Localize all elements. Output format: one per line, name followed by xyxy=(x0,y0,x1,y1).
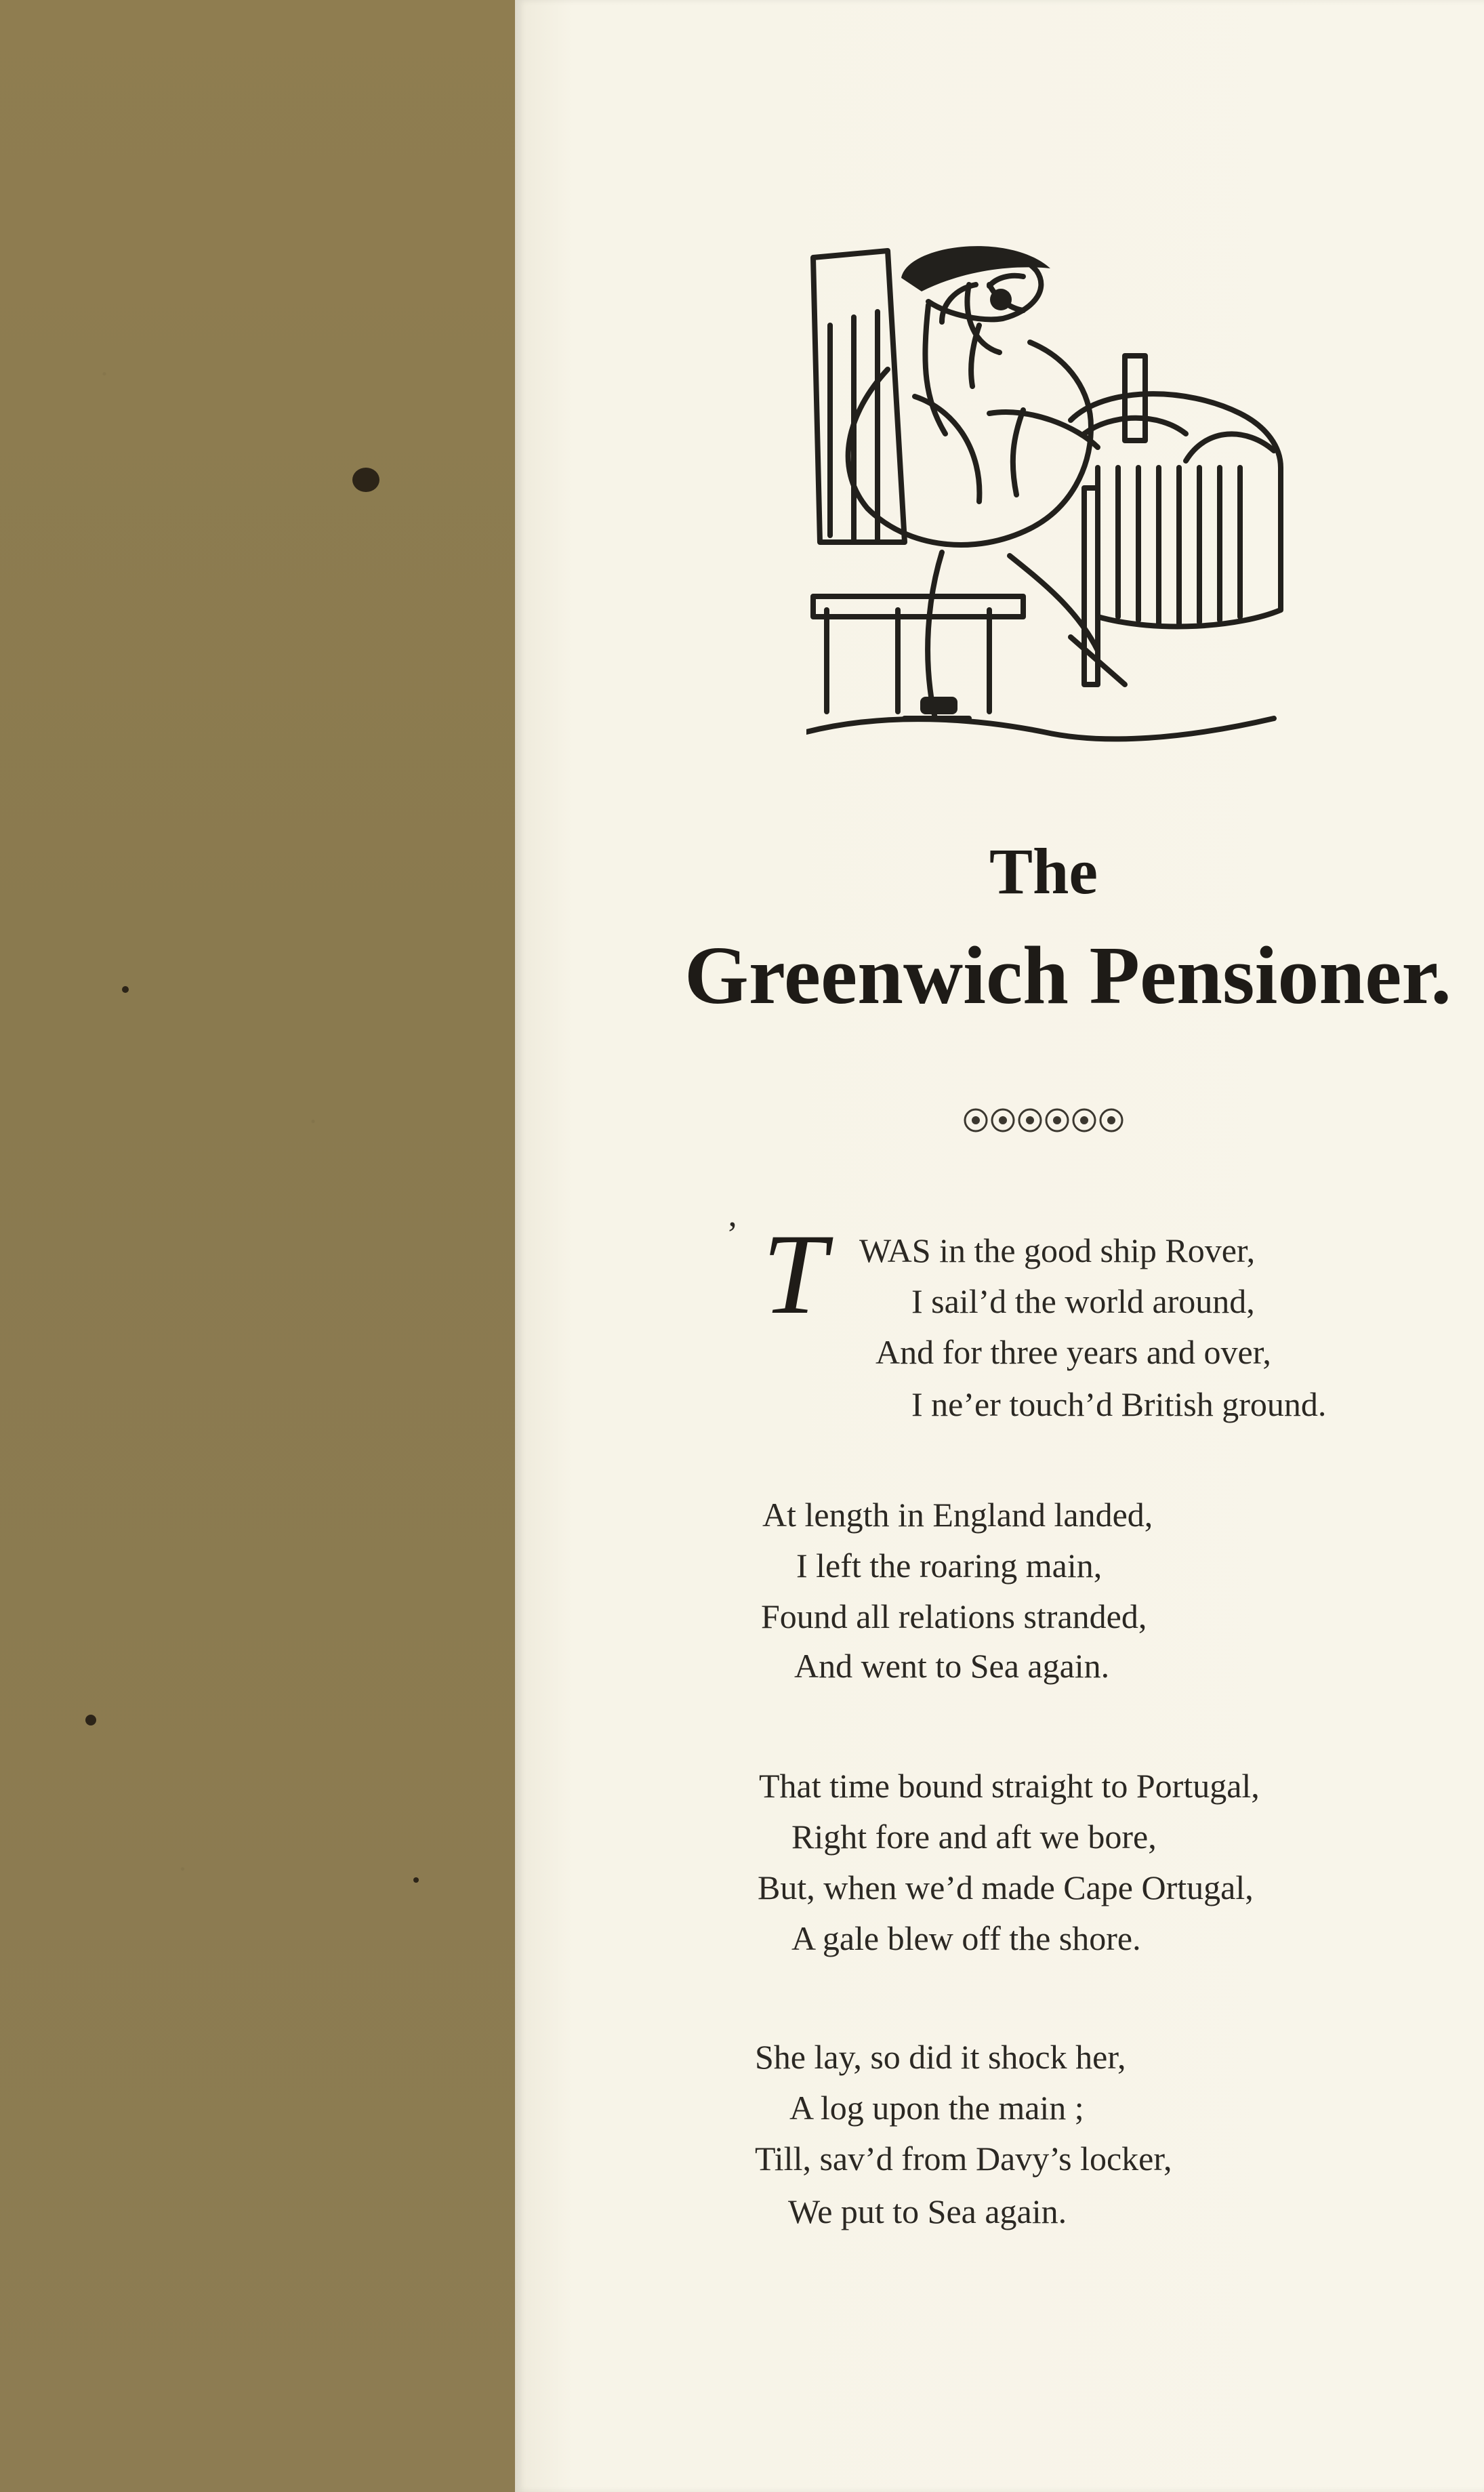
board-small-spot xyxy=(85,1715,96,1725)
poem-line: And went to Sea again. xyxy=(794,1647,1110,1685)
poem-line: At length in England landed, xyxy=(762,1496,1153,1534)
board-stain-spot xyxy=(352,468,379,492)
poem-line: That time bound straight to Portugal, xyxy=(759,1767,1260,1805)
floral-ornament-row-icon xyxy=(962,1105,1125,1136)
board-small-spot xyxy=(122,986,129,993)
poem-line: She lay, so did it shock her, xyxy=(755,2038,1126,2076)
poem-line: I ne’er touch’d British ground. xyxy=(911,1385,1327,1423)
drop-cap-letter: T xyxy=(762,1210,827,1338)
left-cover-board xyxy=(0,0,522,2492)
title-the: The xyxy=(989,835,1098,907)
poem-line: I sail’d the world around, xyxy=(911,1282,1255,1320)
title-greenwich-pensioner: Greenwich Pensioner. xyxy=(684,930,1451,1021)
poem-line: A log upon the main ; xyxy=(789,2089,1084,2127)
poem-line: Till, sav’d from Davy’s locker, xyxy=(755,2140,1172,2178)
board-small-spot xyxy=(413,1877,419,1883)
seated-pensioner-engraving-icon xyxy=(806,244,1308,745)
poem-line: WAS in the good ship Rover, xyxy=(859,1231,1256,1269)
poem-line: Found all relations stranded, xyxy=(761,1597,1147,1635)
poem-line: And for three years and over, xyxy=(875,1333,1271,1371)
poem-line: A gale blew off the shore. xyxy=(791,1919,1141,1957)
poem-line: I left the roaring main, xyxy=(796,1547,1102,1585)
poem-line: We put to Sea again. xyxy=(788,2192,1067,2230)
opening-apostrophe: ’ xyxy=(726,1215,739,1254)
poem-line: But, when we’d made Cape Ortugal, xyxy=(758,1868,1254,1906)
poem-line: Right fore and aft we bore, xyxy=(791,1818,1157,1856)
